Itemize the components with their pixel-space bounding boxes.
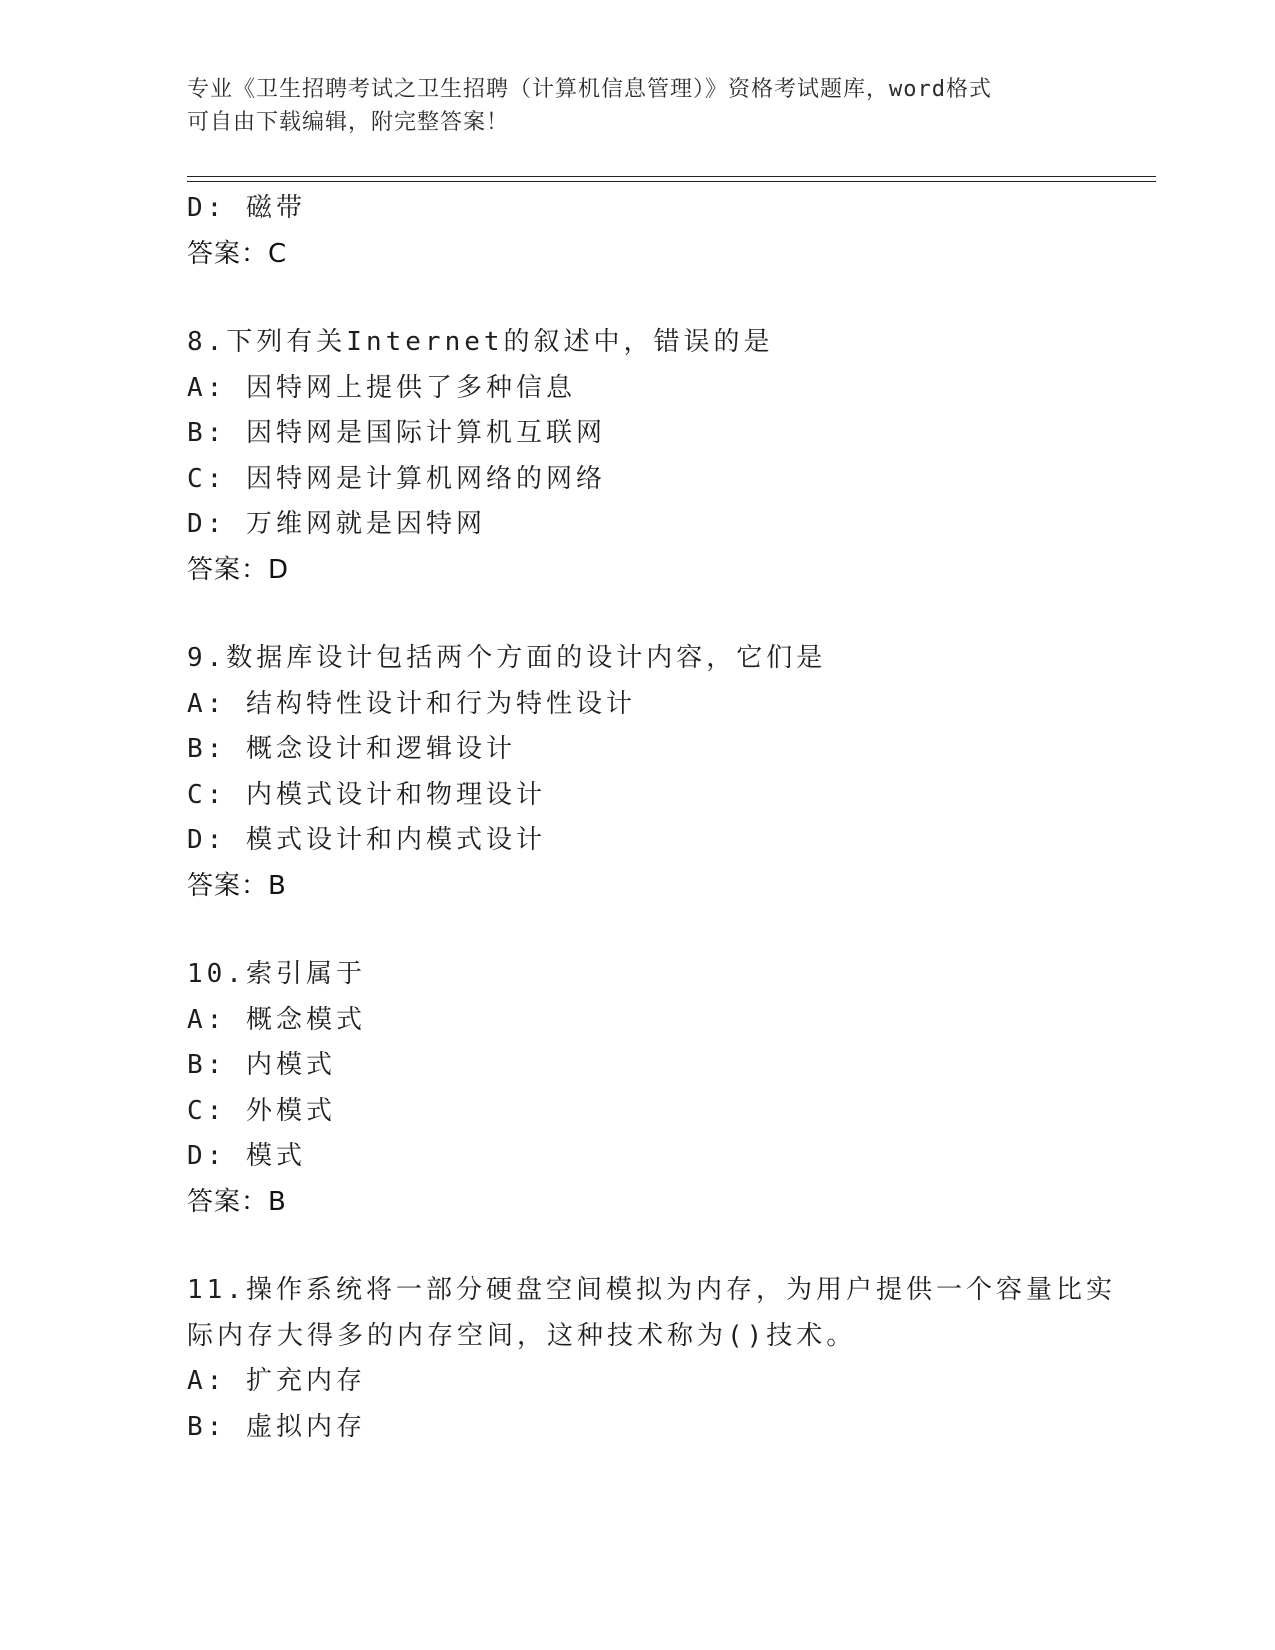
q9-option-c: C: 内模式设计和物理设计 — [187, 779, 546, 810]
q9-answer: 答案：B — [187, 870, 287, 901]
q11-option-a: A: 扩充内存 — [187, 1366, 366, 1396]
q10-option-c: C: 外模式 — [187, 1095, 336, 1126]
q10-option-a: A: 概念模式 — [187, 1004, 366, 1035]
q8-option-a: A: 因特网上提供了多种信息 — [187, 372, 576, 403]
q10-answer: 答案：B — [187, 1186, 287, 1217]
q11-question-text-line-2: 际内存大得多的内存空间，这种技术称为()技术。 — [187, 1320, 857, 1351]
question-10 — [187, 952, 1087, 1225]
q8-option-d: D: 万维网就是因特网 — [187, 509, 486, 539]
q8-question-text: 8.下列有关Internet的叙述中，错误的是 — [187, 327, 774, 357]
header-divider-top — [187, 176, 1156, 177]
q10-option-b: B: 内模式 — [187, 1050, 336, 1080]
q11-option-b: B: 虚拟内存 — [187, 1411, 366, 1442]
header-title-line-1: 专业《卫生招聘考试之卫生招聘（计算机信息管理）》资格考试题库，word格式 — [187, 77, 992, 102]
question-11 — [187, 1268, 1116, 1450]
q9-question-text: 9.数据库设计包括两个方面的设计内容，它们是 — [187, 643, 827, 673]
q9-option-a: A: 结构特性设计和行为特性设计 — [187, 688, 636, 719]
q9-option-d: D: 模式设计和内模式设计 — [187, 825, 546, 855]
header-divider-bottom — [187, 181, 1156, 182]
q7-option-d: D: 磁带 — [187, 193, 306, 223]
q7-answer: 答案：C — [187, 238, 288, 269]
question-9 — [187, 636, 1087, 909]
q11-question-text-line-1: 11.操作系统将一部分硬盘空间模拟为内存，为用户提供一个容量比实 — [187, 1275, 1116, 1305]
question-list — [187, 186, 1116, 1450]
question-8 — [187, 320, 1087, 593]
header-title-line-2: 可自由下载编辑，附完整答案！ — [187, 110, 510, 135]
q10-question-text: 10.索引属于 — [187, 959, 366, 989]
document-header — [187, 73, 1067, 139]
q8-option-b: B: 因特网是国际计算机互联网 — [187, 418, 606, 448]
q10-option-d: D: 模式 — [187, 1141, 306, 1171]
q8-option-c: C: 因特网是计算机网络的网络 — [187, 463, 606, 494]
q8-answer: 答案：D — [187, 554, 290, 585]
q9-option-b: B: 概念设计和逻辑设计 — [187, 734, 516, 764]
question-7 — [187, 186, 1087, 277]
